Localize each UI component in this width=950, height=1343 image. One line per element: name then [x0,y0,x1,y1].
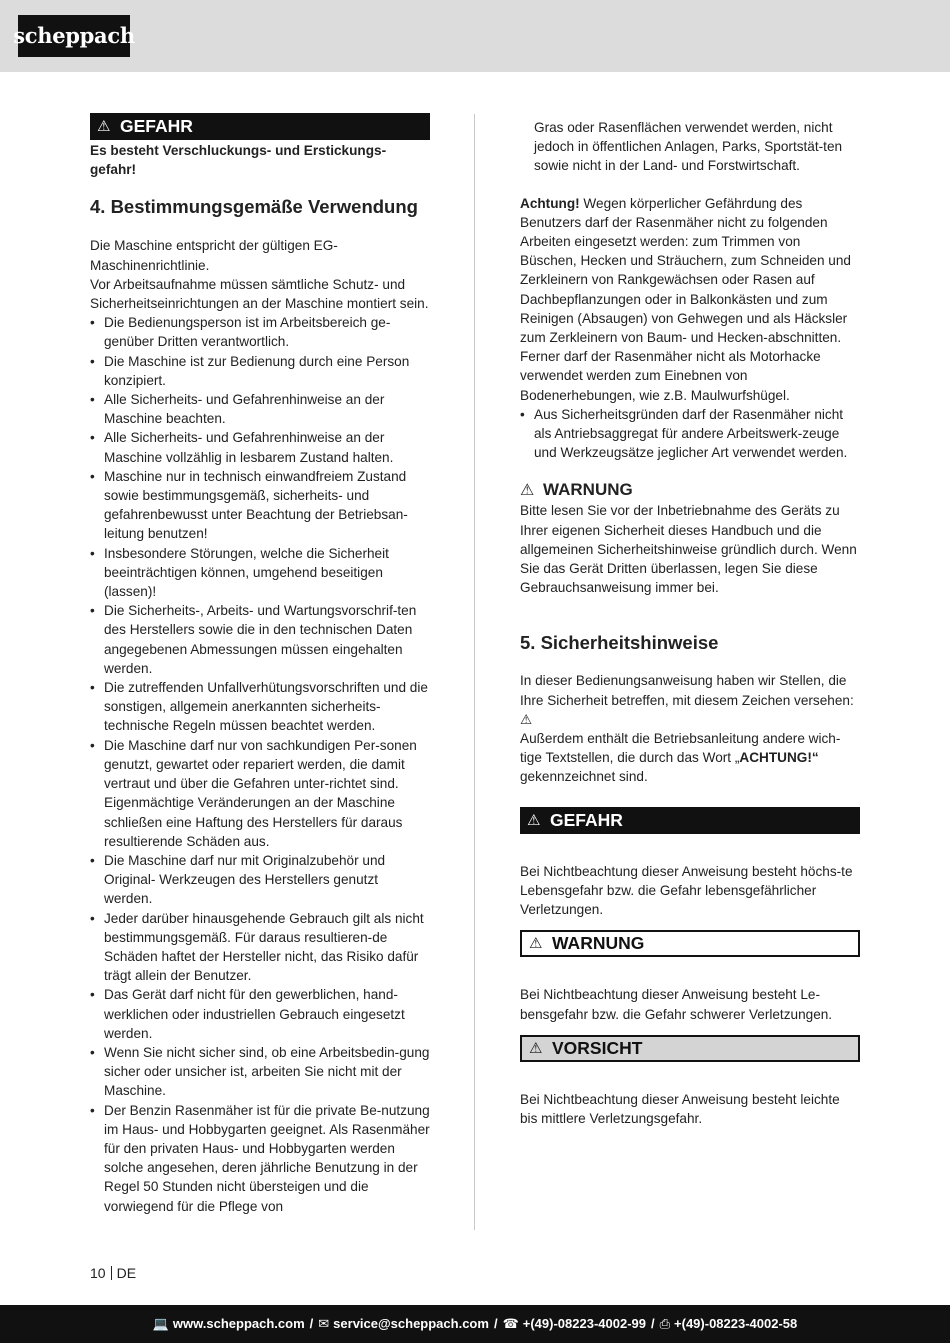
achtung-bullet-list [520,405,860,463]
list-item: • Die Maschine darf nur von sachkundigen Per-sonen genutzt, gewartet oder repariert werden, die damit vertraut und über die Gefahren unter-richtet sind. Eigenmächtige Veränderungen an der Maschine schließen eine Haftung des Herstellers für daraus resultierende Schäden aus. [90,736,430,851]
list-item: • Die Maschine ist zur Bedienung durch eine Person konzipiert. [90,352,430,390]
column-divider [474,114,475,1230]
footer-separator: / [309,1316,314,1332]
footer-fax: +(49)-08223-4002-58 [674,1316,798,1332]
page-header [0,0,950,72]
safety-intro-2 [520,729,860,787]
warnung-box [520,930,860,957]
section-title-5: 5. Sicherheitshinweise [520,632,719,654]
safety-intro-1: In dieser Bedienungsanweisung haben wir Stellen, die Ihre Sicherheit betreffen, mit diesem Zeichen versehen: ⚠ [520,673,854,727]
usage-bullet-list [90,313,430,1216]
gefahr-label: GEFAHR [550,809,623,830]
list-item: • Der Benzin Rasenmäher ist für die private Be-nutzung im Haus- und Hobbygarten geeignet. Als Rasenmäher für den privaten Haus- und Hobbygarten werden solche angesehen, deren jährliche Benutzung in der Regel 50 Stunden nicht übersteigen und die vorwiegend für die Pflege von [90,1101,430,1216]
warnung-heading [520,480,860,501]
footer-separator: / [493,1316,498,1332]
footer-phone: +(49)-08223-4002-99 [522,1316,646,1332]
safety-intro-2-pre: Außerdem enthält die Betriebsanleitung andere wich-tige Textstellen, die durch das Wort „ [520,731,841,766]
footer-email-link[interactable]: service@scheppach.com [333,1316,489,1332]
warning-triangle-icon: ⚠ [529,1039,543,1057]
brand-logo: scheppach [18,15,130,57]
continuation-text: Gras oder Rasenflächen verwendet werden, nicht jedoch in öffentlichen Anlagen, Parks, Sportstät-ten sowie nicht in der Land- und Forstwirtschaft. [534,120,843,174]
section-title-4: 4. Bestimmungsgemäße Verwendung [90,196,418,218]
page-language: DE [116,1265,137,1281]
list-item: • Das Gerät darf nicht für den gewerblichen, hand-werklichen oder industriellen Gebrauch eingesetzt werden. [90,985,430,1043]
mail-icon: ✉ [318,1316,330,1332]
footer-web-link[interactable]: www.scheppach.com [172,1316,305,1332]
page-number-value: 10 [90,1265,106,1281]
gefahr-box [520,807,860,834]
footer-separator: / [651,1316,655,1332]
page-number [90,1264,136,1283]
danger-box [90,113,430,140]
right-column [520,118,860,1128]
list-item: • Maschine nur in technisch einwandfreiem Zustand sowie bestimmungsgemäß, sicherheits- und gefahrenbewusst unter Beachtung der Betriebsan-leitung benutzen! [90,467,430,544]
page-number-separator [111,1266,112,1280]
list-item: • Die Bedienungsperson ist im Arbeitsbereich ge-genüber Dritten verantwortlich. [90,313,430,351]
page-footer [0,1305,950,1343]
danger-label: GEFAHR [120,115,193,136]
intro-paragraph-2: Vor Arbeitsaufnahme müssen sämtliche Schutz- und Sicherheitseinrichtungen an der Maschine montiert sein. [90,276,429,312]
safety-intro-2-post: gekennzeichnet sind. [520,769,648,785]
gefahr-text: Bei Nichtbeachtung dieser Anweisung besteht höchs-te Lebensgefahr bzw. die Gefahr lebensgefährlicher Verletzungen. [520,863,853,918]
warning-triangle-icon: ⚠ [97,117,111,135]
vorsicht-text: Bei Nichtbeachtung dieser Anweisung besteht leichte bis mittlere Verletzungsgefahr. [520,1091,840,1126]
warnung-label: WARNUNG [543,480,633,500]
list-item: • Die Maschine darf nur mit Originalzubehör und Original- Werkzeugen des Herstellers genutzt werden. [90,851,430,909]
warnung-box-text: Bei Nichtbeachtung dieser Anweisung besteht Le-bensgefahr bzw. die Gefahr schwerer Verletzungen. [520,987,833,1022]
fax-icon: ⎙ [659,1316,671,1332]
vorsicht-box [520,1035,860,1062]
warning-triangle-icon: ⚠ [527,811,541,829]
achtung-paragraph [520,194,860,405]
list-item: • Jeder darüber hinausgehende Gebrauch gilt als nicht bestimmungsgemäß. Für daraus resultieren-de Schäden haftet der Hersteller nicht, das Risiko dafür trägt allein der Benutzer. [90,909,430,986]
safety-intro-2-bold: ACHTUNG!“ [739,750,819,766]
left-column [90,113,430,1216]
phone-icon: ☎ [502,1316,519,1332]
list-item: • Wenn Sie nicht sicher sind, ob eine Arbeitsbedin-gung sicher oder unsicher ist, arbeiten Sie nicht mit der Maschine. [90,1043,430,1101]
warning-triangle-icon: ⚠ [520,482,535,500]
intro-paragraph-1: Die Maschine entspricht der gültigen EG-Maschinenrichtlinie. [90,238,338,273]
achtung-label: Achtung! [520,195,580,211]
danger-text: Es besteht Verschluckungs- und Erstickungs-gefahr! [90,143,387,178]
warnung-box-label: WARNUNG [552,933,645,954]
warnung-text: Bitte lesen Sie vor der Inbetriebnahme des Geräts zu Ihrer eigenen Sicherheit dieses Handbuch und die allgemeinen Sicherheitshinweise gründlich durch. Wenn Sie das Gerät Dritten überlassen, legen Sie diese Gebrauchsanweisung immer bei. [520,503,857,596]
warning-triangle-icon: ⚠ [529,935,543,953]
list-item: • Alle Sicherheits- und Gefahrenhinweise an der Maschine beachten. [90,390,430,428]
list-item: • Aus Sicherheitsgründen darf der Rasenmäher nicht als Antriebsaggregat für andere Arbeitswerk-zeuge und Werkzeugsätze jeglicher Art verwendet werden. [520,405,860,463]
list-item: • Die Sicherheits-, Arbeits- und Wartungsvorschrif-ten des Herstellers sowie die in den technischen Daten angegebenen Abmessungen müssen eingehalten werden. [90,601,430,678]
achtung-text: Wegen körperlicher Gefährdung des Benutzers darf der Rasenmäher nicht zu folgenden Arbeiten eingesetzt werden: zum Trimmen von Büschen, Hecken und Sträuchern, zum Schneiden und Zerkleinern von Rankgewächsen oder Rasen auf Dachbepflanzungen oder in Balkonkästen und zum Reinigen (Absaugen) von Gehwegen und als Häcksler zum Zerkleinern von Baum- und Hecken-abschnitten. Ferner darf der Rasenmäher nicht als Motorhacke verwendet werden zum Einebnen von Bodenerhebungen, wie z.B. Maulwurfshügel. [520,195,851,403]
list-item: • Die zutreffenden Unfallverhütungsvorschriften und die sonstigen, allgemein anerkannten sicherheits-technische Regeln müssen beachtet werden. [90,678,430,736]
list-item: • Alle Sicherheits- und Gefahrenhinweise an der Maschine vollzählig in lesbarem Zustand halten. [90,428,430,466]
vorsicht-label: VORSICHT [552,1037,643,1058]
list-item: • Insbesondere Störungen, welche die Sicherheit beeinträchtigen können, umgehend beseitigen (lassen)! [90,544,430,602]
computer-icon: 💻 [152,1316,169,1332]
